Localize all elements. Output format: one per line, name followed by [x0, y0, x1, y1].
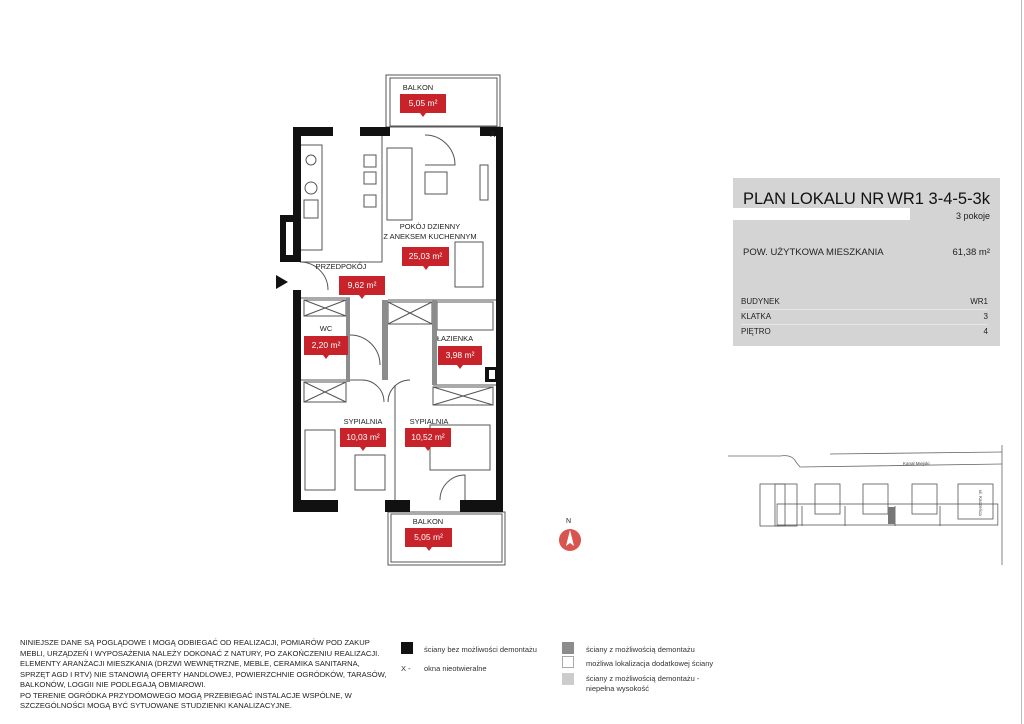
street-label: ul. Kaczeńca [978, 490, 983, 516]
legend-swatch-fixed-walls [401, 642, 413, 654]
room-name-przedpokoj: PRZEDPOKÓJ [315, 262, 367, 271]
load-bearing-walls [280, 127, 503, 512]
plan-title: PLAN LOKALU NR [743, 190, 885, 208]
legend-partial-walls: ściany z możliwością demontażu - [586, 674, 700, 683]
legend-fixed-walls: ściany bez możliwości demontażu [424, 645, 537, 654]
area-tag-balkon-top: 5,05 m² [400, 94, 446, 113]
area-tag-pokoj: 25,03 m² [402, 247, 449, 266]
area-tag-przedpokoj: 9,62 m² [339, 276, 385, 295]
legend-swatch-partial-walls [562, 673, 574, 685]
info-row-klatka: KLATKA 3 [741, 310, 988, 325]
room-name-balkon-bottom: BALKON [412, 517, 444, 526]
room-name-pokoj: POKÓJ DZIENNY [399, 222, 461, 231]
info-row-budynek: BUDYNEK WR1 [741, 295, 988, 310]
window-mark: X [490, 130, 496, 139]
legend-window-mark: X - [401, 664, 411, 673]
room-name-wc: WC [319, 324, 333, 333]
unit-location-marker [888, 507, 895, 524]
legend-partial-walls-2: niepełna wysokość [586, 684, 649, 693]
room-name-lazienka: ŁAZIENKA [436, 334, 474, 343]
compass-label: N [566, 518, 572, 525]
disclaimer: NINIEJSZE DANE SĄ POGLĄDOWE I MOGĄ ODBIEGAĆ OD REALIZACJI, POMIARÓW POD ZAKUP MEBLI, URZĄDZEŃ I WYPOSAŻENIA NALEŻY DOKONAĆ Z NATURY, PO ZAKOŃCZENIU REALIZACJI. ELEMENTY ARANŻACJI MIESZKANIA (DRZWI WEWNĘTRZNE, MEBLE, CERAMIKA SANITARNA, SPRZĘT AGD I RTV) NIE STANOWIĄ OFERTY HANDLOWEJ, POWIERZCHNIE OGRÓDKÓW, TARASÓW, BALKONÓW, LOGGII NIE PODLEGAJĄ OBMIAROWI. PO TERENIE OGRÓDKA PRZYDOMOWEGO MOGĄ PRZEBIEGAĆ INSTALACJE WSPÓLNE, W SZCZEGÓLNOŚCI MOGĄ BYĆ SYTUOWANE STUDZIENKI KANALIZACYJNE. [20, 638, 387, 710]
legend-swatch-extra-wall [562, 656, 574, 668]
area-tag-lazienka: 3,98 m² [438, 346, 482, 365]
legend-windows: okna nieotwieralne [424, 664, 487, 673]
area-tag-sypialnia-2: 10,52 m² [405, 428, 451, 447]
room-name-balkon-top: BALKON [402, 83, 434, 92]
room-name-pokoj-line2: Z ANEKSEM KUCHENNYM [383, 232, 477, 241]
rooms-count: 3 pokoje [955, 211, 990, 221]
site-location-map [720, 440, 1020, 580]
canal-label: Kanał Miejski [903, 461, 930, 466]
room-name-sypialnia-2: SYPIALNIA [409, 417, 449, 426]
compass-icon [559, 529, 581, 551]
area-tag-balkon-bottom: 5,05 m² [405, 528, 452, 547]
entrance-arrow-icon [276, 275, 288, 289]
legend-removable-walls: ściany z możliwością demontażu [586, 645, 695, 654]
area-tag-sypialnia-1: 10,03 m² [340, 428, 386, 447]
legend-extra-wall: możliwa lokalizacja dodatkowej ściany [586, 659, 714, 668]
area-value: 61,38 m² [952, 247, 990, 258]
info-row-pietro: PIĘTRO 4 [741, 327, 988, 336]
unit-info-panel [733, 178, 1000, 346]
area-tag-wc: 2,20 m² [304, 336, 348, 355]
room-name-sypialnia-1: SYPIALNIA [343, 417, 383, 426]
legend-swatch-removable-walls [562, 642, 574, 654]
unit-number: WR1 3-4-5-3k [887, 190, 990, 208]
area-label: POW. UŻYTKOWA MIESZKANIA [743, 247, 884, 258]
